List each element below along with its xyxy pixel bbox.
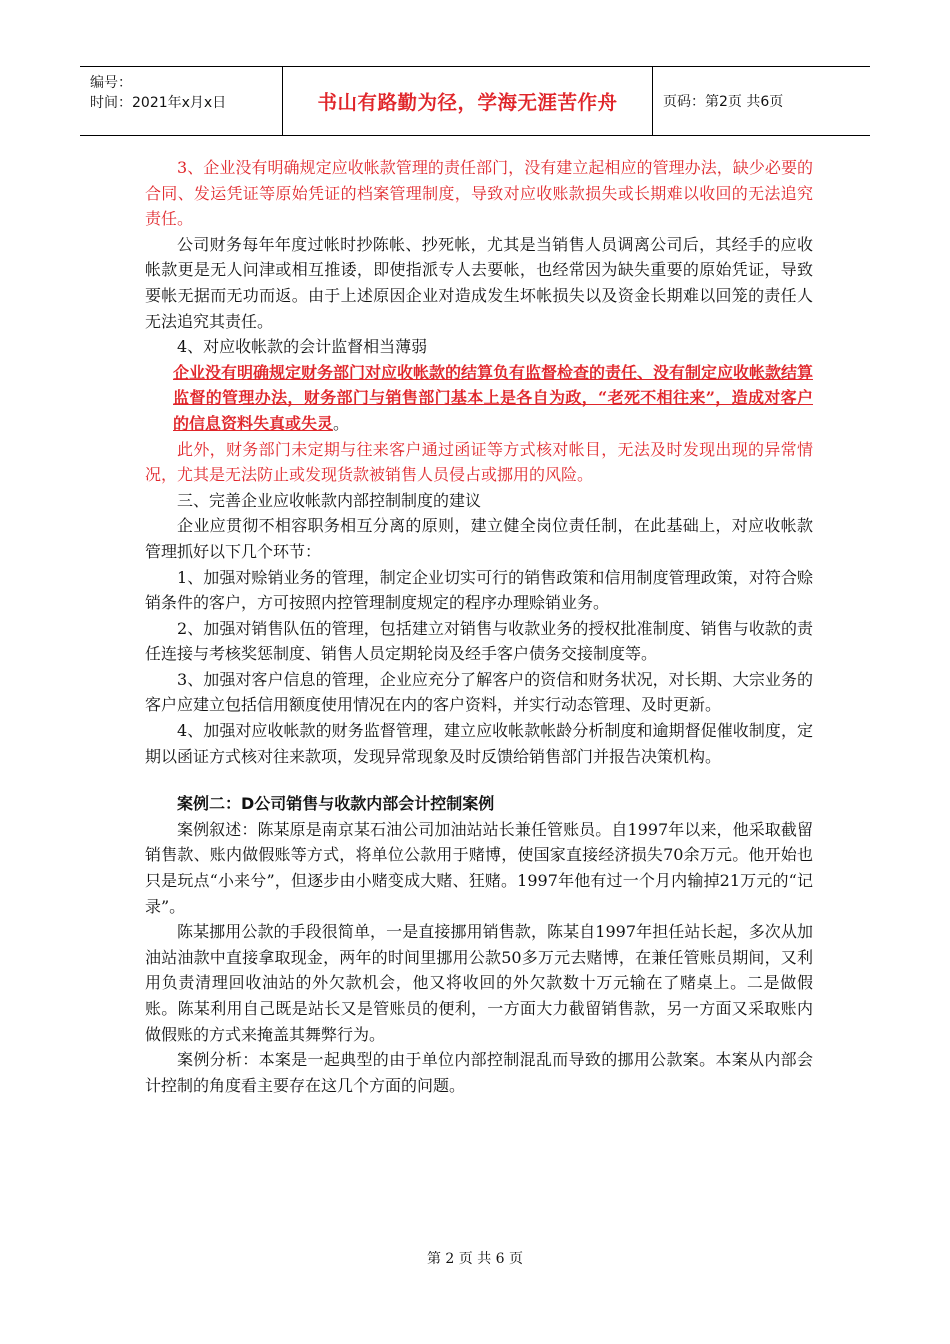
header-meta [80,67,283,135]
section-heading: 4、对应收帐款的会计监督相当薄弱 [177,337,428,357]
list-item: 2、加强对销售队伍的管理，包括建立对销售与收款业务的授权批准制度、销售与收款的责任连接与考核奖惩制度、销售人员定期轮岗及经手客户债务交接制度等。 [145,618,813,664]
document-time-label: 时间：2021年x月x日 [90,95,227,111]
paragraph: 案例分析：本案是一起典型的由于单位内部控制混乱而导致的挪用公款案。本案从内部会计控制的角度看主要存在这几个方面的问题。 [145,1050,813,1095]
header-page-number: 页码：第2页 共6页 [663,94,784,110]
section-heading: 三、完善企业应收帐款内部控制制度的建议 [177,490,482,510]
page-footer: 第 2 页 共 6 页 [426,1251,524,1267]
paragraph: 案例叙述：陈某原是南京某石油公司加油站站长兼任管账员。自1997年以来，他采取截留销售款、账内做假账等方式，将单位公款用于赌博，使国家直接经济损失70余万元。他开始也只是玩点“小来兮”，但逐步由小赌变成大赌、狂赌。1997年他有过一个月内输掉21万元的“记录”。 [145,819,813,916]
list-item: 4、加强对应收帐款的财务监督管理，建立应收帐款帐龄分析制度和逾期督促催收制度，定期以函证方式核对往来款项，发现异常现象及时反馈给销售部门并报告决策机构。 [145,721,813,766]
list-item: 3、加强对客户信息的管理，企业应充分了解客户的资信和财务状况，对长期、大宗业务的客户应建立包括信用额度使用情况在内的客户资料，并实行动态管理、及时更新。 [145,669,813,715]
paragraph: 3、企业没有明确规定应收帐款管理的责任部门，没有建立起相应的管理办法，缺少必要的合同、发运凭证等原始凭证的档案管理制度，导致对应收账款损失或长期难以收回的无法追究责任。 [145,158,813,229]
paragraph: 企业应贯彻不相容职务相互分离的原则，建立健全岗位责任制，在此基础上，对应收帐款管理抓好以下几个环节： [145,516,813,561]
paragraph: 陈某挪用公款的手段很简单，一是直接挪用销售款，陈某自1997年担任站长起，多次从加油站油款中直接拿取现金，两年的时间里挪用公款50多万元去赌博，在兼任管账员期间，又利用负责清理回收油站的外欠款机会，他又将收回的外欠款数十万元输在了赌桌上。二是做假账。陈某利用自己既是站长又是管账员的便利，一方面大力截留销售款，另一方面又采取账内做假账的方式来掩盖其舞弊行为。 [145,922,813,1044]
paragraph: 公司财务每年年度过帐时抄陈帐、抄死帐，尤其是当销售人员调离公司后，其经手的应收帐款更是无人问津或相互推诿，即使指派专人去要帐，也经常因为缺失重要的原始凭证，导致要帐无据而无功而返。由于上述原因企业对造成发生坏帐损失以及资金长期难以回笼的责任人无法追究其责任。 [145,234,813,331]
case-title: 案例二：D公司销售与收款内部会计控制案例 [177,794,495,814]
highlighted-paragraph [145,360,813,437]
period: 。 [333,413,350,433]
page-header [80,66,870,136]
header-motto: 书山有路勤为径，学海无涯苦作舟 [283,67,653,135]
paragraph: 此外，财务部门未定期与往来客户通过函证等方式核对帐目，无法及时发现出现的异常情况，尤其是无法防止或发现货款被销售人员侵占或挪用的风险。 [145,439,813,485]
highlighted-text: 企业没有明确规定财务部门对应收帐款的结算负有监督检查的责任、没有制定应收帐款结算监督的管理办法，财务部门与销售部门基本上是各自为政，“老死不相往来”，造成对客户的信息资料失真或失灵 [173,362,814,433]
document-number-label: 编号： [90,75,132,91]
list-item: 1、加强对赊销业务的管理，制定企业切实可行的销售政策和信用制度管理政策，对符合赊销条件的客户，方可按照内控管理制度规定的程序办理赊销业务。 [145,567,813,613]
document-body [145,155,813,1098]
